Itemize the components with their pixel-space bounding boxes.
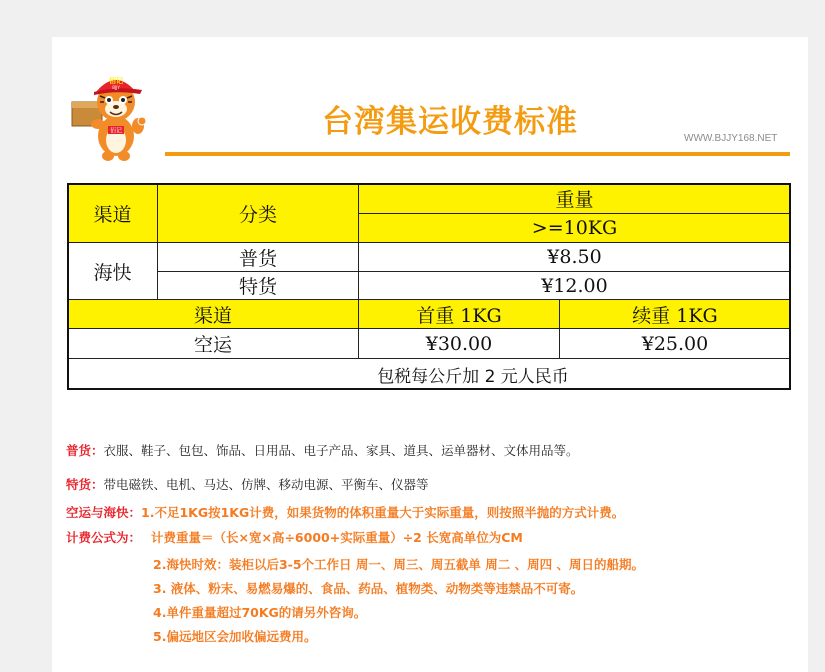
note-air-sea-text: 1.不足1KG按1KG计费，如果货物的体积重量大于实际重量，则按照半抛的方式计费。 bbox=[141, 505, 625, 520]
tax-note-text: 包税每公斤加 2 元人民币 bbox=[377, 366, 569, 387]
price-special-cell: ¥12.00 bbox=[358, 271, 791, 300]
note-normal bbox=[66, 441, 579, 459]
header-category: 分类 bbox=[157, 183, 359, 243]
title-divider bbox=[165, 152, 790, 156]
price-normal-cell: ¥8.50 bbox=[358, 242, 791, 272]
note-formula-text: 计费重量＝（长×宽×高÷6000+实际重量）÷2 长宽高单位为CM bbox=[151, 530, 523, 545]
mascot-shirt-text: 佰记 bbox=[109, 127, 123, 135]
air-cont-price-cell: ¥25.00 bbox=[559, 328, 791, 359]
header-weight: 重量 bbox=[358, 183, 791, 214]
note-special-text: 带电磁铁、电机、马达、仿牌、移动电源、平衡车、仪器等 bbox=[103, 477, 429, 492]
note-special-label: 特货： bbox=[66, 477, 104, 492]
mascot-cap-sub: BJJY bbox=[112, 85, 120, 90]
note-air-sea-label: 空运与海快： bbox=[66, 505, 142, 520]
note-air-sea bbox=[66, 503, 624, 521]
note-item-3: 3. 液体、粉末、易燃易爆的、食品、药品、植物类、动物类等违禁品不可寄。 bbox=[153, 581, 584, 596]
note-item-4: 4.单件重量超过70KG的请另外咨询。 bbox=[153, 605, 367, 620]
category-special-cell: 特货 bbox=[157, 271, 359, 300]
air-header-channel: 渠道 bbox=[67, 299, 359, 329]
header-weight-sub: >=10KG bbox=[358, 213, 791, 243]
mascot-cap-text: 佰记 bbox=[109, 77, 123, 85]
header-channel: 渠道 bbox=[67, 183, 158, 243]
note-item-2: 2.海快时效：装柜以后3-5个工作日 周一、周三、周五截单 周二 、周四 、周日的船期。 bbox=[153, 557, 644, 572]
air-header-first: 首重 1KG bbox=[358, 299, 560, 329]
note-normal-text: 衣服、鞋子、包包、饰品、日用品、电子产品、家具、道具、运单器材、文体用品等。 bbox=[103, 443, 579, 458]
note-formula-label: 计费公式为： bbox=[66, 530, 142, 545]
tiger-mascot-icon bbox=[66, 66, 166, 166]
note-normal-label: 普货： bbox=[66, 443, 104, 458]
tax-note-cell bbox=[67, 358, 791, 390]
sea-channel-cell: 海快 bbox=[67, 242, 158, 300]
air-channel-cell: 空运 bbox=[67, 328, 359, 359]
page-title: 台湾集运收费标准 bbox=[322, 104, 578, 140]
note-item-5: 5.偏远地区会加收偏远费用。 bbox=[153, 629, 317, 644]
site-url: WWW.BJJY168.NET bbox=[684, 133, 778, 144]
category-normal-cell: 普货 bbox=[157, 242, 359, 272]
pricing-table bbox=[67, 183, 791, 390]
note-special bbox=[66, 475, 429, 493]
air-header-cont: 续重 1KG bbox=[559, 299, 791, 329]
note-formula bbox=[66, 528, 523, 546]
air-first-price-cell: ¥30.00 bbox=[358, 328, 560, 359]
